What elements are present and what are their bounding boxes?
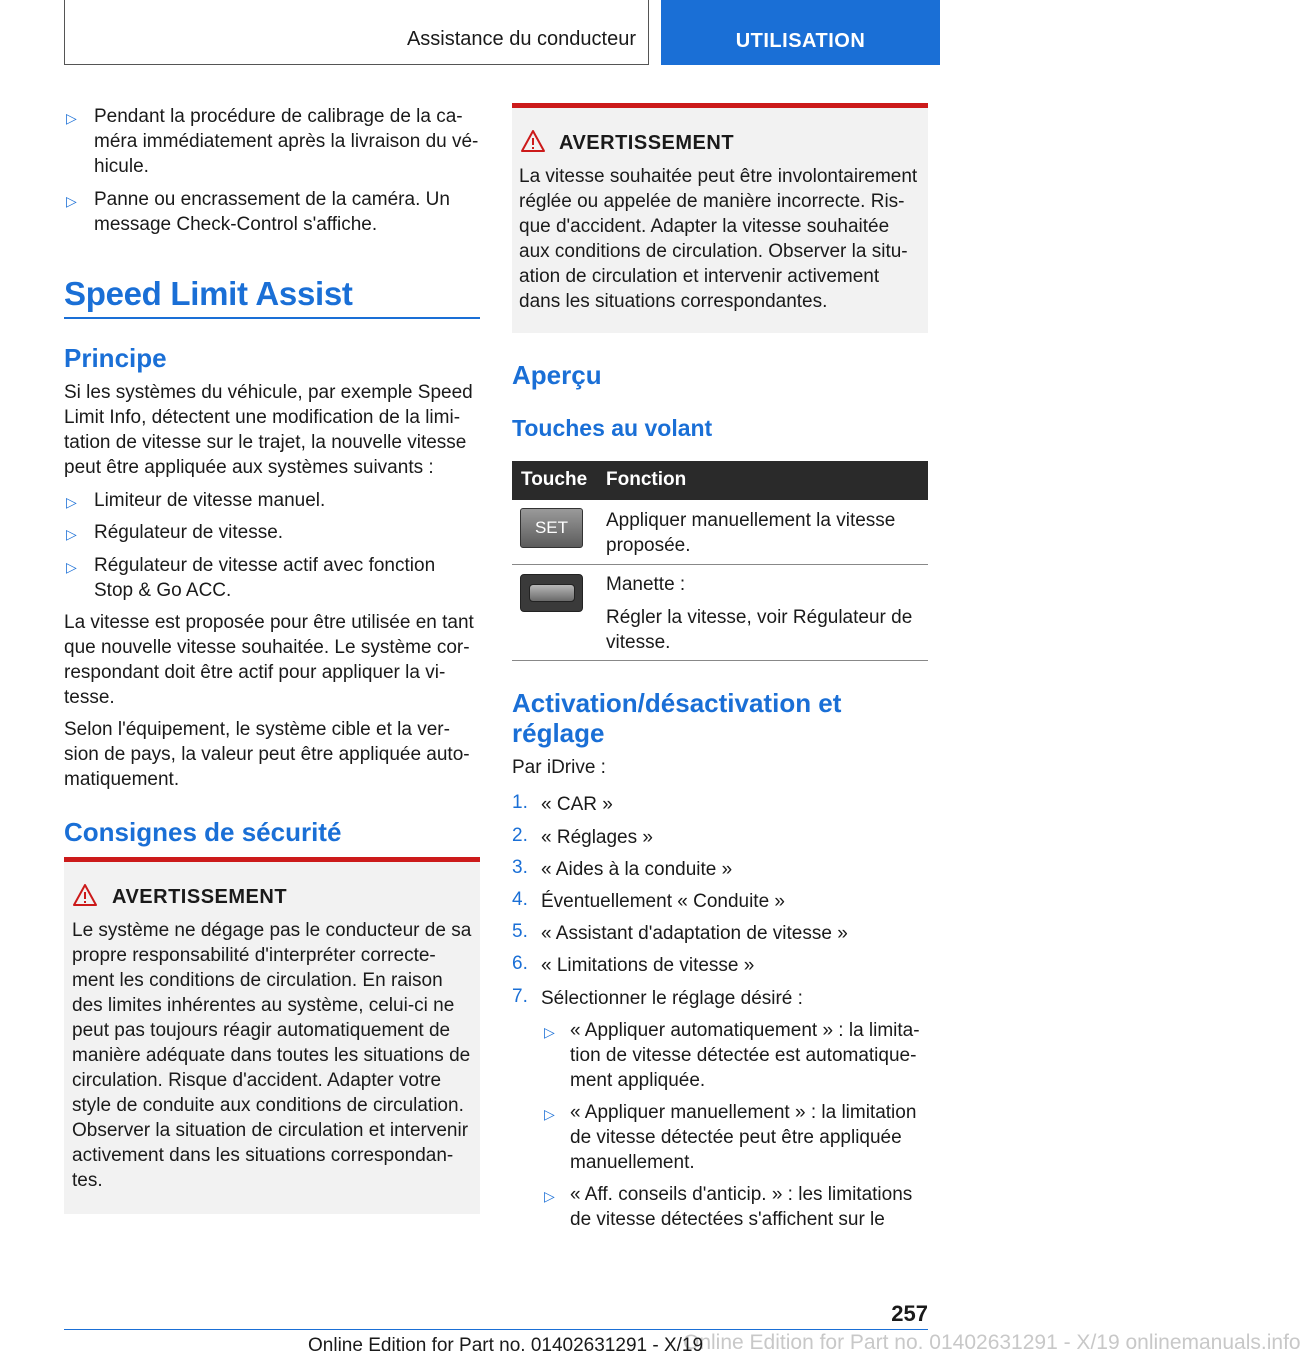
title-rule (64, 317, 480, 319)
bullet-icon: ▷ (544, 1188, 555, 1204)
footer-watermark: Online Edition for Part no. 01402631291 - X/19 onlinemanuals.info (683, 1331, 1301, 1354)
intro-bullet-1: Pendant la procédure de calibrage de la ca- méra immédiatement après la livraison du vé- hicule. (94, 106, 479, 177)
warning-title-right: AVERTISSEMENT (559, 132, 735, 154)
option-anticipation[interactable]: « Aff. conseils d'anticip. » : les limitations de vitesse détectées s'affichent sur le (570, 1184, 913, 1230)
principle-text: Si les systèmes du véhicule, par exemple Speed Limit Info, détectent une modification de la limi- tation de vitesse sur le trajet, la nouvelle vitesse peut être appliquée aux systèmes suivants : (64, 382, 473, 478)
step-number: 6. (512, 953, 528, 974)
step-item[interactable]: « Limitations de vitesse » (541, 955, 755, 976)
option-auto-apply[interactable]: « Appliquer automatiquement » : la limita- tion de vitesse détectée est automatique- ment appliquée. (570, 1020, 920, 1091)
footer-edition: Online Edition for Part no. 01402631291 - X/19 (308, 1335, 704, 1356)
intro-bullet-2: Panne ou encrassement de la caméra. Un message Check-Control s'affiche. (94, 189, 450, 235)
step-item[interactable]: « CAR » (541, 794, 613, 815)
table-bottom-rule (512, 660, 928, 661)
page-title: Speed Limit Assist (64, 275, 353, 312)
header-section-title: Assistance du conducteur (406, 28, 636, 50)
principle-heading: Principe (64, 343, 167, 373)
warning-text-left: Le système ne dégage pas le conducteur de sa propre responsabilité d'interpréter correcte- ment les conditions de circulation. En raison des limites inhérentes au système, celui-ci ne peut pas toujours réagir automatiquement de manière adéquate dans toutes les situations de circulation. Risque d'accident. Adapter votre style de conduite aux conditions de circulation. Observer la situation de circulation et intervenir activement dans les situations correspondan- tes. (72, 920, 472, 1191)
step-item[interactable]: Éventuellement « Conduite » (541, 891, 785, 912)
paragraph-proposed-speed: La vitesse est proposée pour être utilisée en tant que nouvelle vitesse souhaitée. Le système cor- respondant doit être actif pour appliquer la vi- tesse. (64, 612, 474, 708)
via-idrive: Par iDrive : (512, 757, 606, 778)
activation-heading: Activation/désactivation et réglage (512, 688, 842, 748)
step-number: 7. (512, 986, 528, 1007)
table-row1-function: Appliquer manuellement la vitesse proposée. (606, 510, 896, 556)
bullet-icon: ▷ (66, 526, 77, 542)
footer-rule (64, 1329, 928, 1330)
step-number: 3. (512, 857, 528, 878)
bullet-icon: ▷ (544, 1024, 555, 1040)
warning-triangle-icon (72, 883, 98, 907)
safety-heading: Consignes de sécurité (64, 817, 342, 847)
bullet-icon: ▷ (66, 110, 77, 126)
table-row2-function: Régler la vitesse, voir Régulateur de vitesse. (606, 607, 913, 653)
lever-icon (520, 574, 583, 612)
option-manual-apply[interactable]: « Appliquer manuellement » : la limitation de vitesse détectée peut être appliquée manuellement. (570, 1102, 917, 1173)
warning-triangle-icon (520, 129, 546, 153)
table-col-key: Touche (521, 469, 588, 490)
bullet-icon: ▷ (544, 1106, 555, 1122)
system-item-1: Limiteur de vitesse manuel. (94, 490, 326, 511)
step-item[interactable]: « Assistant d'adaptation de vitesse » (541, 923, 848, 944)
page-number: 257 (891, 1301, 928, 1326)
system-item-2: Régulateur de vitesse. (94, 522, 284, 543)
step-number: 4. (512, 889, 528, 910)
step-number: 2. (512, 825, 528, 846)
table-col-function: Fonction (606, 469, 687, 490)
step-item[interactable]: « Aides à la conduite » (541, 859, 733, 880)
warning-title-left: AVERTISSEMENT (112, 886, 288, 908)
step-item[interactable]: « Réglages » (541, 827, 653, 848)
system-item-3: Régulateur de vitesse actif avec fonction Stop & Go ACC. (94, 555, 436, 601)
step-number: 5. (512, 921, 528, 942)
overview-heading: Aperçu (512, 360, 602, 390)
bullet-icon: ▷ (66, 559, 77, 575)
table-row-divider (512, 564, 928, 565)
set-button-icon: SET (520, 508, 583, 548)
step-number: 1. (512, 792, 528, 813)
table-row2-label: Manette : (606, 574, 686, 595)
warning-text-right: La vitesse souhaitée peut être involontairement réglée ou appelée de manière incorrecte. Ris- que d'accident. Adapter la vitesse souhaitée aux conditions de circulation. Observer la situ- ation de circulation et intervenir activement dans les situations correspondantes. (519, 166, 918, 312)
bullet-icon: ▷ (66, 193, 77, 209)
bullet-icon: ▷ (66, 494, 77, 510)
header-chapter-tab[interactable]: UTILISATION (661, 0, 940, 65)
paragraph-equipment: Selon l'équipement, le système cible et la ver- sion de pays, la valeur peut être appliquée auto- matiquement. (64, 719, 470, 790)
steering-buttons-heading: Touches au volant (512, 415, 713, 441)
step-item: Sélectionner le réglage désiré : (541, 988, 803, 1009)
